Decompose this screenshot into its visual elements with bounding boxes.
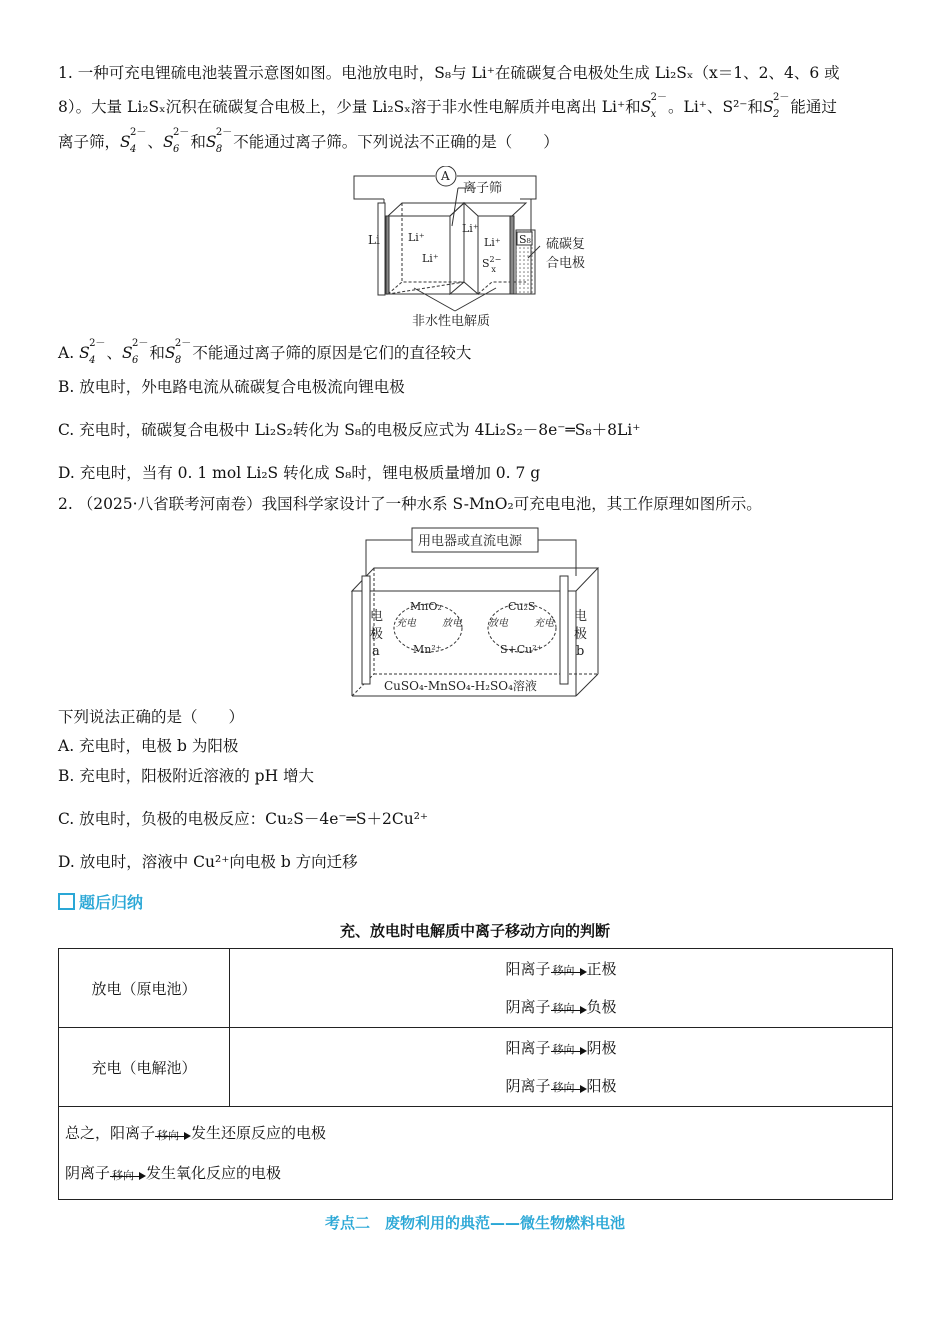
ion-li-4: Li⁺ bbox=[484, 236, 501, 249]
q1-line2-b: 。Li⁺、S²⁻和 bbox=[668, 98, 763, 116]
composite-electrode-label-1: 硫碳复 bbox=[546, 237, 586, 252]
arrow-label: 移向 bbox=[552, 1043, 575, 1056]
mn2plus-label: Mn²⁺ bbox=[413, 643, 442, 656]
arrow-icon bbox=[155, 1128, 191, 1140]
arrow-label: 移向 bbox=[552, 1002, 575, 1015]
row-content-discharge bbox=[230, 949, 893, 1028]
q1-option-a-text: 不能通过离子筛的原因是它们的直径较大 bbox=[192, 344, 472, 362]
q1-option-b: B. 放电时，外电路电流从硫碳复合电极流向锂电极 bbox=[58, 378, 405, 396]
target-label: 正极 bbox=[586, 960, 617, 978]
composite-electrode-label-2: 合电极 bbox=[546, 256, 586, 271]
section-heading-text: 题后归纳 bbox=[79, 893, 144, 912]
discharge-anion-line bbox=[231, 988, 891, 1026]
target-label: 负极 bbox=[586, 998, 617, 1016]
q1-line2 bbox=[58, 92, 837, 120]
arrow-icon bbox=[110, 1168, 146, 1180]
ion-s4: S 2－ 4 bbox=[120, 127, 147, 155]
opt-ion-s6: S 2－ 6 bbox=[121, 338, 149, 366]
q1-line2-a: 8）。大量 Li₂Sₓ沉积在硫碳复合电极上，少量 Li₂Sₓ溶于非水性电解质并电离出 Li⁺和 bbox=[58, 98, 641, 116]
li-s-battery-diagram bbox=[350, 166, 600, 332]
q2-option-a: A. 充电时，电极 b 为阳极 bbox=[58, 737, 239, 755]
arrow-icon bbox=[551, 964, 587, 976]
electrode-b-2: 极 bbox=[574, 627, 588, 642]
q1-line1: 1. 一种可充电锂硫电池装置示意图如图。电池放电时，S₈与 Li⁺在硫碳复合电极处生成 Li₂Sₓ（x＝1、2、4、6 或 bbox=[58, 64, 840, 82]
arrow-icon bbox=[551, 1002, 587, 1014]
li-electrode-label: Li bbox=[368, 233, 380, 247]
solution-label: CuSO₄-MnSO₄-H₂SO₄溶液 bbox=[384, 679, 537, 693]
q1-option-a-prefix: A. bbox=[58, 344, 80, 362]
conclusion-2-b: 发生氧化反应的电极 bbox=[146, 1164, 282, 1182]
arrow-label: 移向 bbox=[552, 964, 575, 977]
ammeter-label: A bbox=[441, 169, 450, 183]
q2-ask: 下列说法正确的是（ ） bbox=[58, 708, 245, 726]
electrode-a-2: 极 bbox=[370, 627, 384, 642]
left-charge-label: 充电 bbox=[396, 618, 416, 629]
s8-label: S₈ bbox=[519, 233, 531, 246]
table-row bbox=[59, 949, 893, 1028]
target-label: 阳极 bbox=[586, 1077, 617, 1095]
ion-li-2: Li⁺ bbox=[422, 252, 439, 265]
right-discharge-label: 放电 bbox=[488, 618, 508, 629]
section-heading bbox=[58, 890, 143, 913]
q1-option-a bbox=[58, 338, 472, 366]
table-row bbox=[59, 1107, 893, 1200]
cu2s-label: Cu₂S bbox=[508, 600, 536, 613]
left-discharge-label: 放电 bbox=[442, 618, 462, 629]
arrow-icon bbox=[551, 1081, 587, 1093]
ion-li-1: Li⁺ bbox=[408, 231, 425, 244]
q1-option-a-sep2: 和 bbox=[149, 344, 165, 362]
q1-option-a-sep1: 、 bbox=[106, 344, 122, 362]
anion-label: 阴离子 bbox=[505, 1077, 551, 1095]
q1-option-d: D. 充电时，当有 0. 1 mol Li₂S 转化成 S₈时，锂电极质量增加 0. 7 g bbox=[58, 464, 541, 482]
discharge-cation-line bbox=[231, 950, 891, 988]
q1-line3-a: 离子筛， bbox=[58, 133, 121, 151]
cation-label: 阳离子 bbox=[505, 1039, 551, 1057]
s-mno2-battery-diagram bbox=[350, 526, 602, 698]
right-charge-label: 充电 bbox=[534, 618, 554, 629]
sieve-label: 离子筛 bbox=[463, 181, 503, 196]
q2-option-c: C. 放电时，负极的电极反应：Cu₂S－4e⁻═S＋2Cu²⁺ bbox=[58, 810, 429, 828]
table-title: 充、放电时电解质中离子移动方向的判断 bbox=[339, 922, 610, 940]
ion-s-x: $S^{2-}$ x bbox=[482, 255, 502, 274]
electrode-b-1: 电 bbox=[574, 609, 588, 624]
q1-line3-c: 和 bbox=[190, 133, 206, 151]
arrow-icon bbox=[551, 1043, 587, 1055]
q1-line3-d: 不能通过离子筛。下列说法不正确的是（ ） bbox=[233, 133, 559, 151]
conclusion-1-b: 发生还原反应的电极 bbox=[191, 1124, 327, 1142]
ion-sx: S 2－ x bbox=[640, 92, 668, 120]
electrode-a-3: a bbox=[372, 644, 380, 659]
q1-option-c: C. 充电时，硫碳复合电极中 Li₂S₂转化为 S₈的电极反应式为 4Li₂S₂－8e⁻═S₈＋8Li⁺ bbox=[58, 421, 641, 439]
ion-migration-table bbox=[58, 948, 893, 1200]
q1-line2-c: 能通过 bbox=[790, 98, 837, 116]
q2-option-b: B. 充电时，阳极附近溶液的 pH 增大 bbox=[58, 767, 315, 785]
power-source-label: 用电器或直流电源 bbox=[418, 534, 523, 549]
table-row bbox=[59, 1028, 893, 1107]
mno2-label: MnO₂ bbox=[410, 600, 442, 613]
row-label-discharge: 放电（原电池） bbox=[59, 949, 230, 1028]
electrode-b-3: b bbox=[576, 644, 585, 659]
q2-option-d: D. 放电时，溶液中 Cu²⁺向电极 b 方向迁移 bbox=[58, 853, 358, 871]
q2-stem: 2. （2025·八省联考河南卷）我国科学家设计了一种水系 S-MnO₂可充电电池，其工作原理如图所示。 bbox=[58, 495, 762, 513]
conclusion-1-a: 总之，阳离子 bbox=[65, 1124, 156, 1142]
checkbox-icon bbox=[58, 893, 75, 910]
s-cu2plus-label: S+Cu²⁺ bbox=[500, 643, 543, 656]
arrow-label: 移向 bbox=[157, 1129, 180, 1142]
opt-ion-s4: S 2－ 4 bbox=[79, 338, 106, 366]
q1-line3-b: 、 bbox=[147, 133, 163, 151]
next-section-title: 考点二 废物利用的典范——微生物燃料电池 bbox=[324, 1214, 625, 1232]
conclusion-2-a: 阴离子 bbox=[65, 1164, 111, 1182]
conclusion-line-1 bbox=[65, 1113, 886, 1153]
target-label: 阴极 bbox=[586, 1039, 617, 1057]
opt-ion-s8: S 2－ 8 bbox=[164, 338, 192, 366]
cation-label: 阳离子 bbox=[505, 960, 551, 978]
ion-s8: S 2－ 8 bbox=[205, 127, 233, 155]
ion-s2: S 2－ 2 bbox=[763, 92, 790, 120]
charge-cation-line bbox=[231, 1029, 891, 1067]
arrow-label: 移向 bbox=[112, 1169, 135, 1182]
conclusion-cell bbox=[59, 1107, 893, 1200]
electrode-a-1: 电 bbox=[370, 609, 384, 624]
electrolyte-label: 非水性电解质 bbox=[412, 314, 491, 329]
ion-s-x-base: S bbox=[482, 257, 490, 270]
row-content-charge bbox=[230, 1028, 893, 1107]
arrow-label: 移向 bbox=[552, 1081, 575, 1094]
charge-anion-line bbox=[231, 1067, 891, 1105]
conclusion-line-2 bbox=[65, 1153, 886, 1193]
anion-label: 阴离子 bbox=[505, 998, 551, 1016]
ion-li-3: Li⁺ bbox=[462, 222, 479, 235]
row-label-charge: 充电（电解池） bbox=[59, 1028, 230, 1107]
ion-s6: S 2－ 6 bbox=[162, 127, 190, 155]
q1-line3 bbox=[58, 127, 559, 155]
